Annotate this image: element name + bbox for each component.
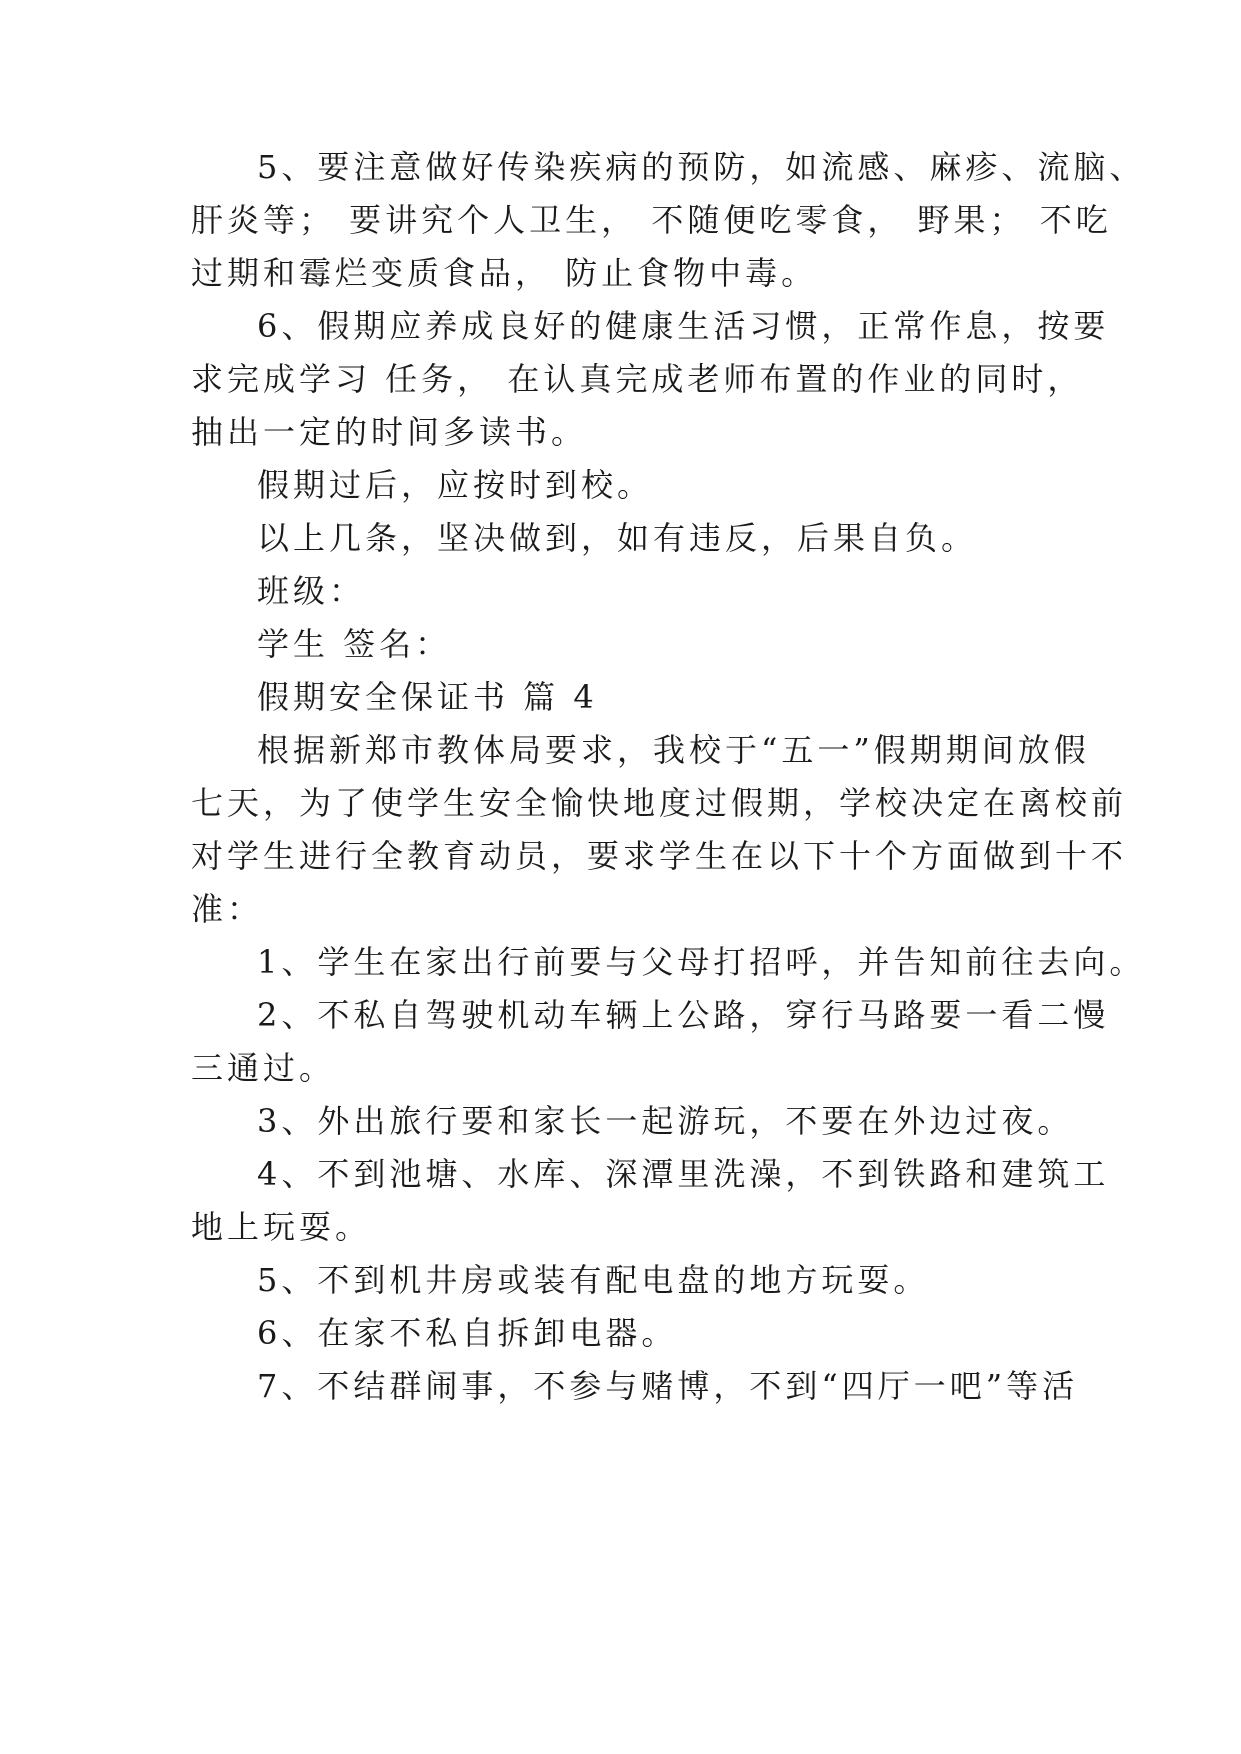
list-item: 4、不到池塘、水库、深潭里洗澡，不到铁路和建筑工: [257, 1155, 1110, 1193]
text-line: 三通过。: [191, 1049, 336, 1087]
text-line: 以上几条，坚决做到，如有违反，后果自负。: [257, 519, 978, 557]
text-line: 5、要注意做好传染疾病的预防，如流感、麻疹、流脑、: [257, 148, 1146, 186]
text-line: 假期过后，应按时到校。: [257, 466, 654, 504]
text-line: 准：: [191, 890, 264, 928]
signature-label: 学生 签名：: [257, 625, 452, 663]
list-item: 2、不私自驾驶机动车辆上公路，穿行马路要一看二慢: [257, 996, 1110, 1034]
list-item: 5、不到机井房或装有配电盘的地方玩耍。: [257, 1261, 930, 1299]
text-line: 对学生进行全教育动员，要求学生在以下十个方面做到十不: [191, 837, 1128, 875]
text-line: 过期和霉烂变质食品， 防止食物中毒。: [191, 254, 818, 292]
text-line: 抽出一定的时间多读书。: [191, 413, 588, 451]
list-item: 1、学生在家出行前要与父母打招呼，并告知前往去向。: [257, 943, 1146, 981]
section-heading: 假期安全保证书 篇 4: [257, 678, 598, 716]
text-line: 肝炎等； 要讲究个人卫生， 不随便吃零食， 野果； 不吃: [191, 201, 1112, 239]
list-item: 6、在家不私自拆卸电器。: [257, 1314, 678, 1352]
text-line: 根据新郑市教体局要求，我校于“五一”假期期间放假: [257, 731, 1090, 769]
class-label: 班级：: [257, 572, 366, 610]
text-line: 求完成学习 任务， 在认真完成老师布置的作业的同时，: [191, 360, 1084, 398]
list-item: 7、不结群闹事，不参与赌博，不到“四厅一吧”等活: [257, 1367, 1079, 1405]
text-line: 地上玩耍。: [191, 1208, 372, 1246]
text-line: 七天，为了使学生安全愉快地度过假期，学校决定在离校前: [191, 784, 1128, 822]
list-item: 3、外出旅行要和家长一起游玩，不要在外边过夜。: [257, 1102, 1074, 1140]
text-line: 6、假期应养成良好的健康生活习惯，正常作息，按要: [257, 307, 1110, 345]
